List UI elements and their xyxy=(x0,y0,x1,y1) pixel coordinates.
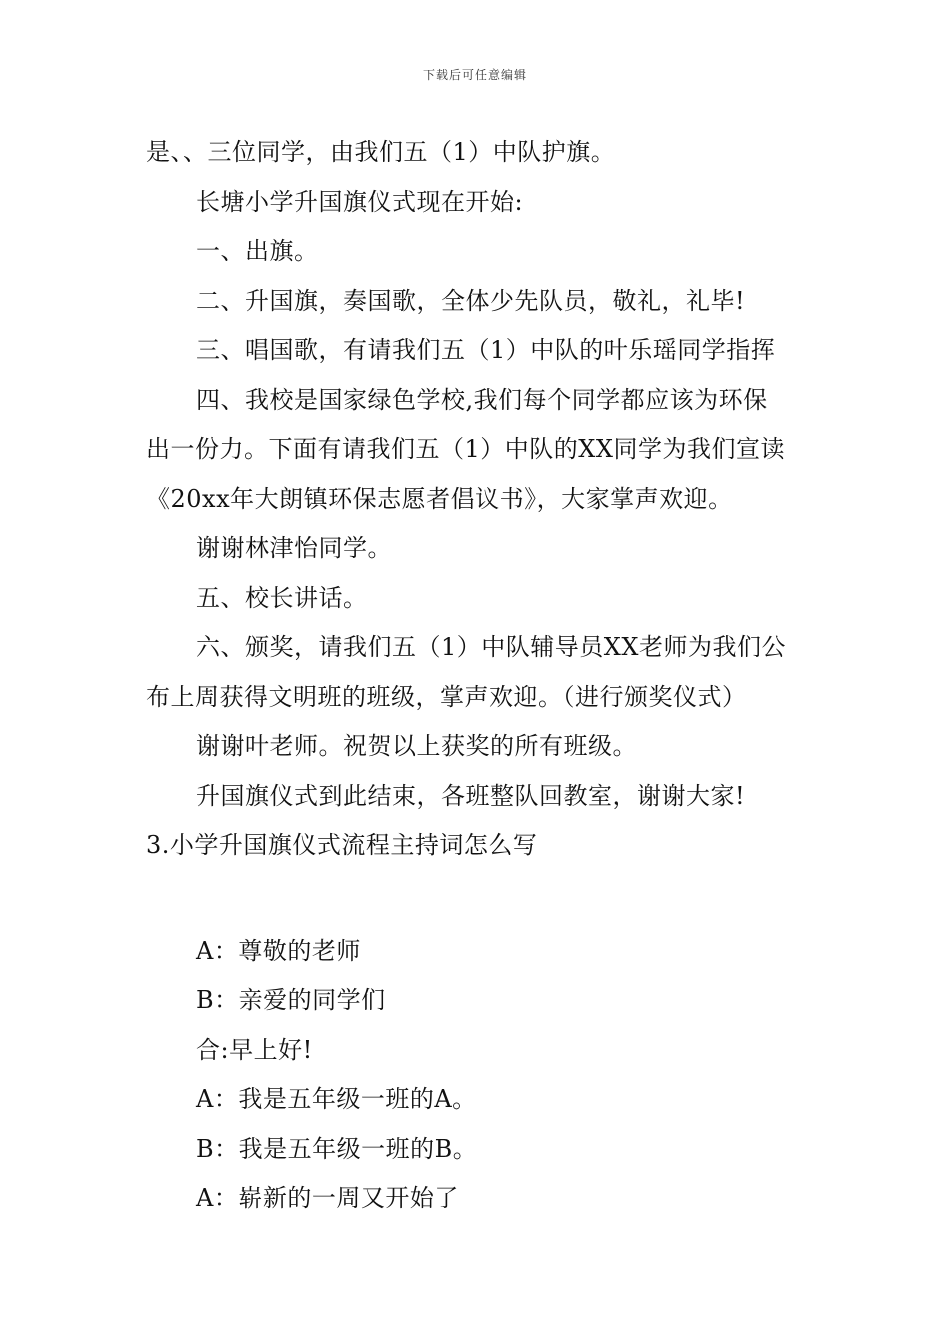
dialogue-line: B：亲爱的同学们 xyxy=(196,986,386,1014)
paragraph-line: 二、升国旗，奏国歌，全体少先队员，敬礼，礼毕! xyxy=(196,286,746,315)
paragraph-line: 是、、三位同学，由我们五（1）中队护旗。 xyxy=(146,138,616,166)
section-heading: 3.小学升国旗仪式流程主持词怎么写 xyxy=(146,831,538,859)
dialogue-line: A：我是五年级一班的A。 xyxy=(196,1085,477,1113)
paragraph-line: 布上周获得文明班的班级，掌声欢迎。（进行颁奖仪式） xyxy=(146,682,747,711)
paragraph-line: 一、出旗。 xyxy=(196,237,319,265)
dialogue-line: A：崭新的一周又开始了 xyxy=(196,1184,459,1212)
paragraph-line: 三、唱国歌，有请我们五（1）中队的叶乐瑶同学指挥 xyxy=(196,336,776,364)
paragraph-line: 《20xx年大朗镇环保志愿者倡议书》，大家掌声欢迎。 xyxy=(146,484,733,513)
document-body xyxy=(146,128,816,1224)
header-note: 下载后可任意编辑 xyxy=(422,68,527,82)
dialogue-line: 合:早上好! xyxy=(196,1035,313,1064)
paragraph-line: 谢谢林津怡同学。 xyxy=(196,534,392,562)
paragraph-line: 五、校长讲话。 xyxy=(196,583,368,612)
dialogue-line: A：尊敬的老师 xyxy=(196,936,361,965)
blank-gap xyxy=(146,871,816,927)
paragraph-line: 长塘小学升国旗仪式现在开始: xyxy=(196,187,524,216)
paragraph-line: 四、我校是国家绿色学校,我们每个同学都应该为环保 xyxy=(196,385,768,414)
dialogue-line: B：我是五年级一班的B。 xyxy=(196,1134,478,1163)
paragraph-line: 升国旗仪式到此结束，各班整队回教室，谢谢大家! xyxy=(196,781,746,810)
paragraph-line: 出一份力。下面有请我们五（1）中队的XX同学为我们宣读 xyxy=(146,435,785,463)
paragraph-line: 六、颁奖，请我们五（1）中队辅导员XX老师为我们公 xyxy=(196,633,786,661)
paragraph-line: 谢谢叶老师。祝贺以上获奖的所有班级。 xyxy=(196,732,637,760)
